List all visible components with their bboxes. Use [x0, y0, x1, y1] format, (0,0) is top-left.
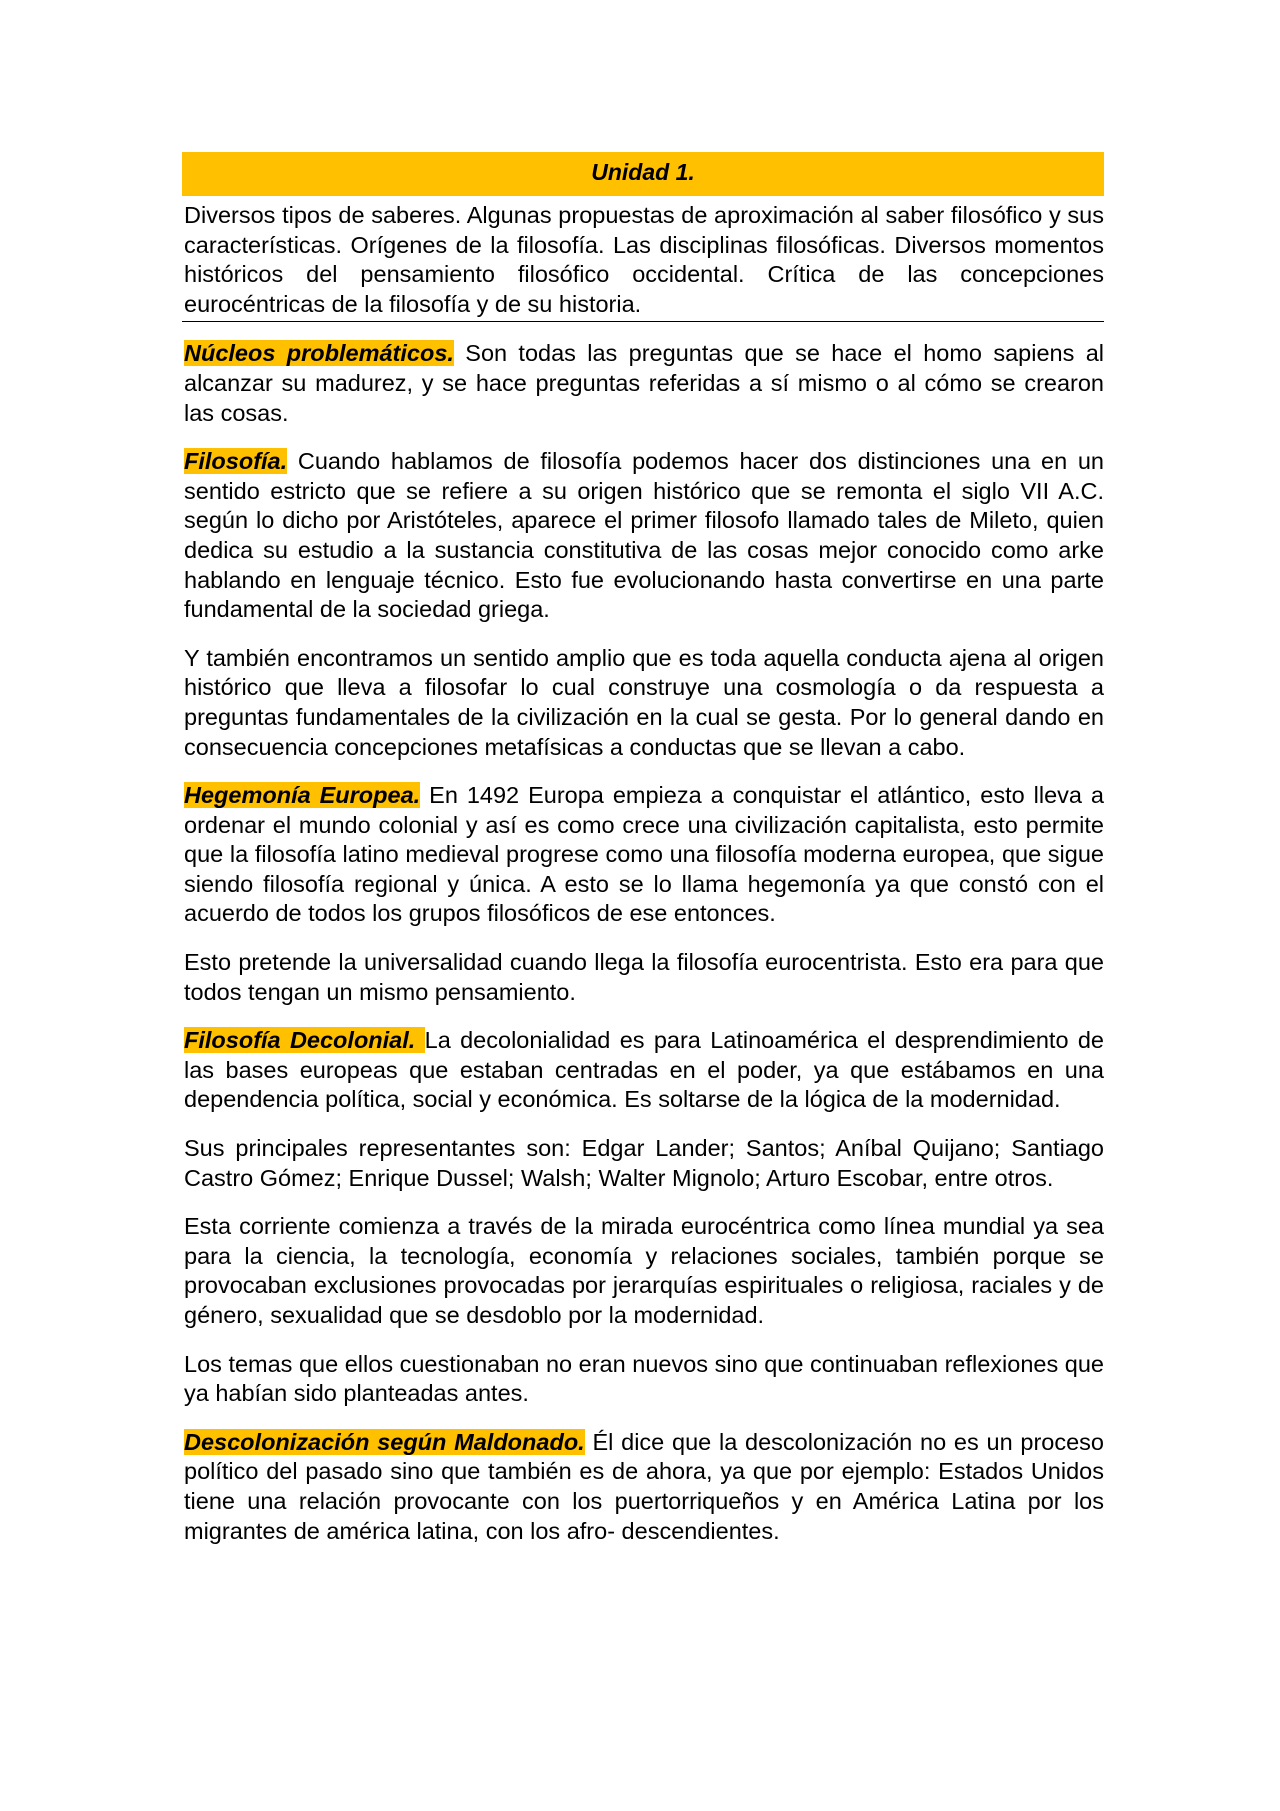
- term-filosofia: Filosofía.: [184, 448, 288, 475]
- paragraph-text: La decolonialidad es para Latinoamérica el desprendimiento de las bases europeas que estaban centradas en el poder, ya que estábamos en una dependencia política, social y económica. Es soltarse de la lógica de la modernidad.: [184, 1027, 1104, 1113]
- unit-title: Unidad 1.: [182, 152, 1104, 196]
- paragraph-hegemonia-europea: [184, 781, 1104, 929]
- paragraph-text: En 1492 Europa empieza a conquistar el atlántico, esto lleva a ordenar el mundo colonial y así es como crece una civilización capitalista, esto permite que la filosofía latino medieval progrese como una filosofía moderna europea, que sigue siendo filosofía regional y única. A esto se lo llama hegemonía ya que constó con el acuerdo de todos los grupos filosóficos de ese entonces.: [184, 782, 1105, 927]
- term-filosofia-decolonial: Filosofía Decolonial.: [184, 1027, 425, 1054]
- paragraph-descolonizacion-maldonado: [184, 1428, 1104, 1546]
- unit-summary: Diversos tipos de saberes. Algunas propuestas de aproximación al saber filosófico y sus características. Orígenes de la filosofía. Las disciplinas filosóficas. Diversos momentos históricos del pensamiento filosófico occidental. Crítica de las concepciones eurocéntricas de la filosofía y de su historia.: [182, 201, 1104, 322]
- paragraph-nucleos-problematicos: [184, 339, 1104, 428]
- paragraph-corriente: Esta corriente comienza a través de la mirada eurocéntrica como línea mundial ya sea para la ciencia, la tecnología, economía y relaciones sociales, también porque se provocaban exclusiones provocadas por jerarquías espirituales o religiosa, raciales y de género, sexualidad que se desdoblo por la modernidad.: [184, 1213, 1104, 1328]
- paragraph-filosofia: [184, 447, 1104, 625]
- term-nucleos-problematicos: Núcleos problemáticos.: [184, 340, 454, 367]
- paragraph-representantes: Sus principales representantes son: Edgar Lander; Santos; Aníbal Quijano; Santiago Castro Gómez; Enrique Dussel; Walsh; Walter Mignolo; Arturo Escobar, entre otros.: [184, 1135, 1104, 1191]
- term-hegemonia-europea: Hegemonía Europea.: [184, 782, 421, 809]
- paragraph-universalidad: Esto pretende la universalidad cuando llega la filosofía eurocentrista. Esto era para que todos tengan un mismo pensamiento.: [184, 949, 1104, 1005]
- paragraph-text: Son todas las preguntas que se hace el homo sapiens al alcanzar su madurez, y se hace preguntas referidas a sí mismo o al cómo se crearon las cosas.: [184, 340, 1104, 426]
- document-page: [182, 152, 1104, 1546]
- paragraph-temas: Los temas que ellos cuestionaban no eran nuevos sino que continuaban reflexiones que ya habían sido planteadas antes.: [184, 1350, 1104, 1407]
- paragraph-text: Cuando hablamos de filosofía podemos hacer dos distinciones una en un sentido estricto que se refiere a su origen histórico que se remonta el siglo VII A.C. según lo dicho por Aristóteles, aparece el primer filosofo llamado tales de Mileto, quien dedica su estudio a la sustancia constitutiva de las cosas mejor conocido como arke hablando en lenguaje técnico. Esto fue evolucionando hasta convertirse en una parte fundamental de la sociedad griega.: [184, 448, 1104, 623]
- paragraph-filosofia-decolonial: [184, 1026, 1104, 1115]
- paragraph-text: Él dice que la descolonización no es un proceso político del pasado sino que también es de ahora, ya que por ejemplo: Estados Unidos tiene una relación provocante con los puertorriqueños y en América Latina por los migrantes de américa latina, con los afro- descendientes.: [184, 1428, 1105, 1544]
- paragraph-sentido-amplio: Y también encontramos un sentido amplio que es toda aquella conducta ajena al origen histórico que lleva a filosofar lo cual construye una cosmología o da respuesta a preguntas fundamentales de la civilización en la cual se gesta. Por lo general dando en consecuencia concepciones metafísicas a conductas que se llevan a cabo.: [184, 644, 1104, 760]
- term-descolonizacion-maldonado: Descolonización según Maldonado.: [184, 1428, 585, 1455]
